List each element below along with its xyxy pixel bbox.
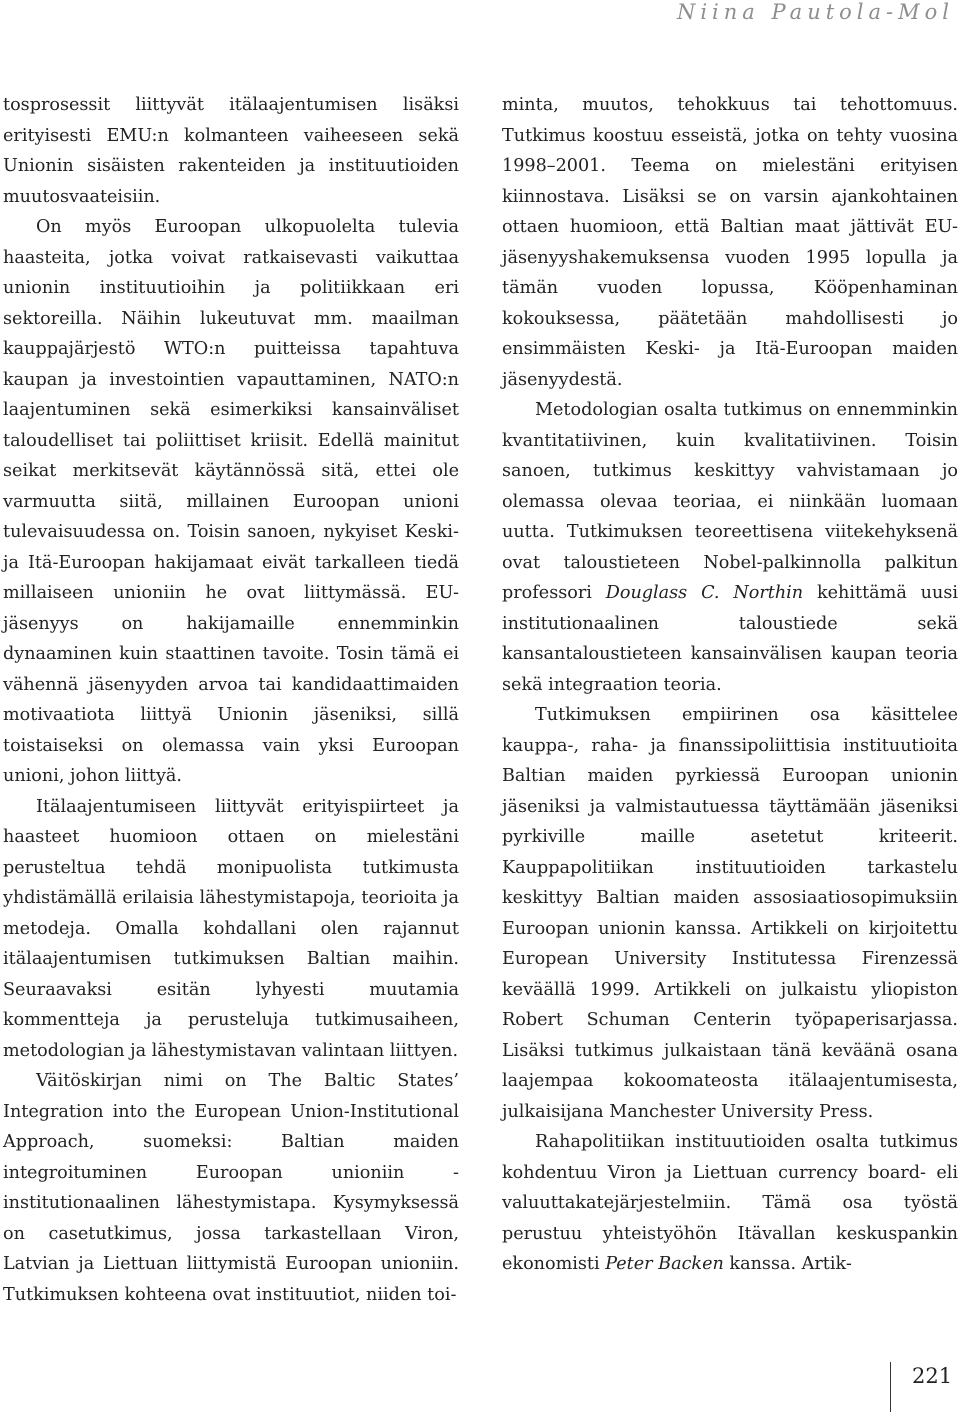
page-number: 221 bbox=[912, 1364, 953, 1388]
left-paragraph-1: tosprosessit liittyvät itälaajentumisen lisäksi erityisesti EMU:n kolmanteen vaiheeseen sekä Unionin sisäisten rakenteiden ja instituutioiden muutosvaateisiin. bbox=[3, 95, 459, 207]
left-paragraph-2: On myös Euroopan ulkopuolelta tulevia haasteita, jotka voivat ratkaisevasti vaikuttaa unionin instituutioihin ja politiikkaan eri sektoreilla. Näihin lukeutuvat mm. maailman kauppajärjestö WTO:n puitteissa tapahtuva kaupan ja investointien vapauttaminen, NATO:n laajentuminen sekä esimerkiksi kansainväliset taloudelliset tai poliittiset kriisit. Edellä mainitut seikat merkitsevät käytännössä sitä, ettei ole varmuutta siitä, millainen Euroopan unioni tulevaisuudessa on. Toisin sanoen, nykyiset Keski- ja Itä-Euroopan hakijamaat eivät tarkalleen tiedä millaiseen unioniin he ovat liittymässä. EU-jäsenyys on hakijamaille ennemminkin dynaaminen kuin staattinen tavoite. Tosin tämä ei vähennä jäsenyyden arvoa tai kandidaattimaiden motivaatiota liittyä Unionin jäseniksi, sillä toistaiseksi on olemassa vain yksi Euroopan unioni, johon liittyä. bbox=[3, 217, 459, 786]
left-column bbox=[3, 90, 459, 1310]
running-head: Niina Pautola-Mol bbox=[676, 0, 954, 24]
author-name-backen: Peter Backen bbox=[605, 1254, 724, 1274]
left-paragraph-4: Väitöskirjan nimi on The Baltic States’ Integration into the European Union-Institutional Approach, suomeksi: Baltian maiden integroituminen Euroopan unioniin -institutionaalinen lähestymistapa. Kysymyksessä on casetutkimus, jossa tarkastellaan Viron, Latvian ja Liettuan liittymistä Euroopan unioniin. Tutkimuksen kohteena ovat instituutiot, niiden toi- bbox=[3, 1071, 459, 1305]
text-span: Rahapolitiikan instituutioiden osalta tutkimus kohdentuu Viron ja Liettuan currency board- eli valuuttakatejärjestelmiin. Tämä osa työstä perustuu yhteistyöhön Itävallan keskuspankin ekonomisti bbox=[502, 1132, 958, 1274]
page-number-rule bbox=[890, 1362, 891, 1412]
text-span: Metodologian osalta tutkimus on ennemminkin kvantitatiivinen, kuin kvalitatiivinen. Toisin sanoen, tutkimus keskittyy vahvistamaan jo olemassa olevaa teoriaa, ei niinkään luomaan uutta. Tutkimuksen teoreettisena viitekehyksenä ovat taloustieteen Nobel-palkinnolla palkitun professori bbox=[502, 400, 958, 603]
right-paragraph-4 bbox=[502, 1127, 958, 1280]
right-paragraph-1: minta, muutos, tehokkuus tai tehottomuus. Tutkimus koostuu esseistä, jotka on tehty vuosina 1998–2001. Teema on mielestäni erityisen kiinnostava. Lisäksi se on varsin ajankohtainen ottaen huomioon, että Baltian maat jättivät EU-jäsenyyshakemuksensa vuoden 1995 lopulla ja tämän vuoden lopussa, Kööpenhaminan kokouksessa, päätetään mahdollisesti jo ensimmäisten Keski- ja Itä-Euroopan maiden jäsenyydestä. bbox=[502, 95, 958, 390]
text-span: kehittämä uusi institutionaalinen taloustiede sekä kansantaloustieteen kansainvälisen kaupan teoria sekä integraation teoria. bbox=[502, 583, 958, 695]
author-name-north: Douglass C. Northin bbox=[605, 583, 804, 603]
left-paragraph-3: Itälaajentumiseen liittyvät erityispiirteet ja haasteet huomioon ottaen on mielestäni perusteltua tehdä monipuolista tutkimusta yhdistämällä erilaisia lähestymistapoja, teorioita ja metodeja. Omalla kohdallani olen rajannut itälaajentumisen tutkimuksen Baltian maihin. Seuraavaksi esitän lyhyesti muutamia kommentteja ja perusteluja tutkimusaiheen, metodologian ja lähestymistavan valintaan liittyen. bbox=[3, 796, 459, 1061]
right-column bbox=[502, 90, 958, 1280]
text-span: kanssa. Artik- bbox=[723, 1254, 852, 1274]
right-paragraph-3: Tutkimuksen empiirinen osa käsittelee kauppa-, raha- ja finanssipoliittisia instituutioita Baltian maiden pyrkiessä Euroopan unionin jäseniksi ja valmistautuessa täyttämään jäseniksi pyrkiville maille asetetut kriteerit. Kauppapolitiikan instituutioiden tarkastelu keskittyy Baltian maiden assosiaatiosopimuksiin Euroopan unionin kanssa. Artikkeli on kirjoitettu European University Institutessa Firenzessä keväällä 1999. Artikkeli on julkaistu yliopiston Robert Schuman Centerin työpaperisarjassa. Lisäksi tutkimus julkaistaan tänä keväänä osana laajempaa kokoomateosta itälaajentumisesta, julkaisijana Manchester University Press. bbox=[502, 705, 958, 1122]
right-paragraph-2 bbox=[502, 395, 958, 700]
